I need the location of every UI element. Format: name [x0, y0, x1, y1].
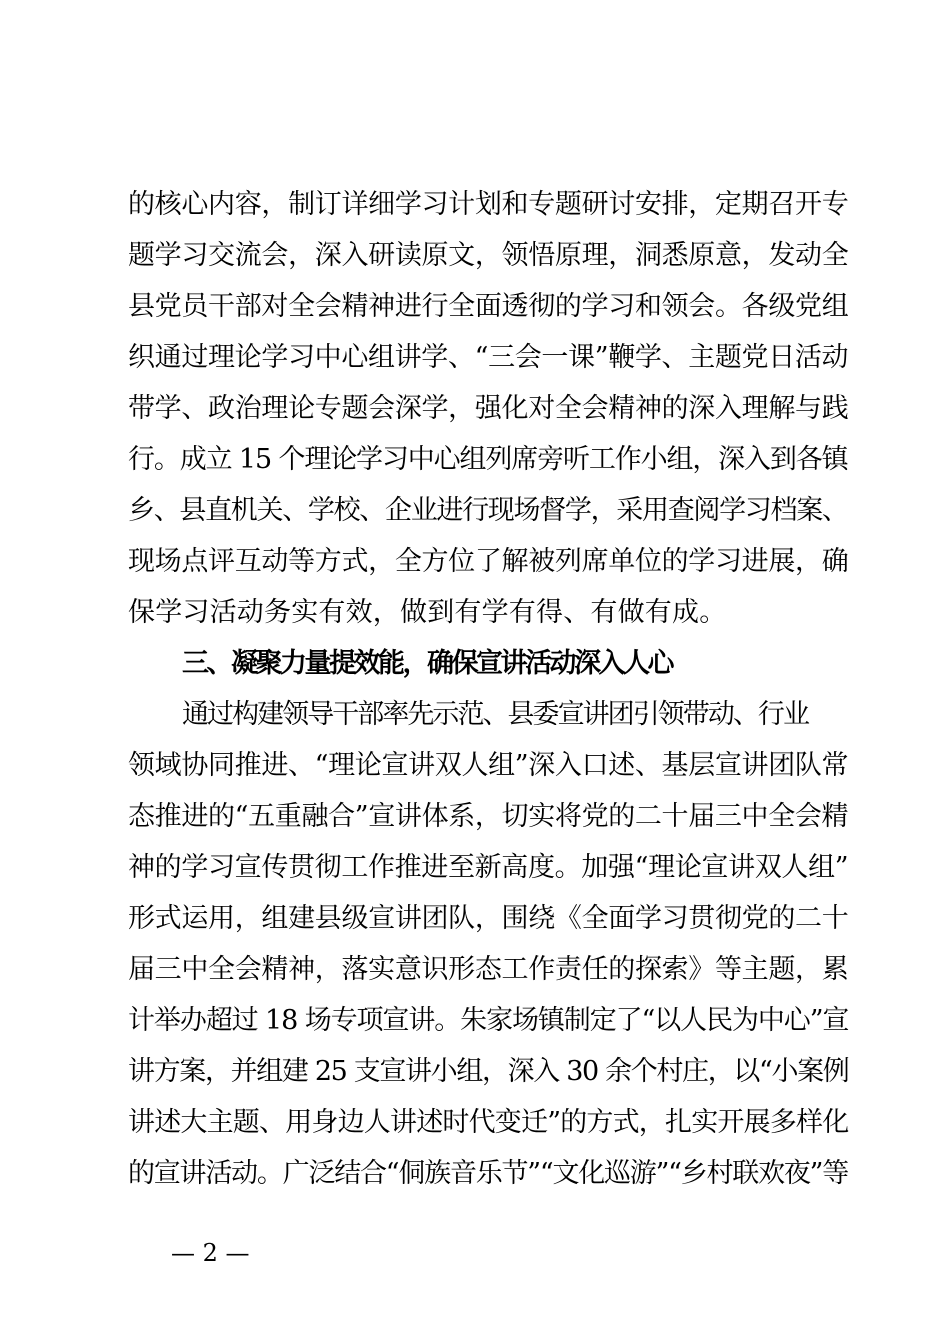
paragraph-2-line-4: 神的学习宣传贯彻工作推进至新高度。加强“理论宣讲双人组” — [128, 852, 849, 883]
paragraph-1-line-2: 题学习交流会，深入研读原文，领悟原理，洞悉原意，发动全 — [128, 240, 849, 271]
section-3-heading: 三、凝聚力量提效能，确保宣讲活动深入人心 — [182, 648, 672, 679]
paragraph-2-line-3: 态推进的“五重融合”宣讲体系，切实将党的二十届三中全会精 — [128, 801, 849, 832]
paragraph-1-line-1: 的核心内容，制订详细学习计划和专题研讨安排，定期召开专 — [128, 189, 849, 220]
paragraph-1-line-7: 乡、县直机关、学校、企业进行现场督学，采用查阅学习档案、 — [128, 495, 848, 526]
paragraph-1-line-9: 保学习活动务实有效，做到有学有得、有做有成。 — [128, 597, 727, 628]
paragraph-1-line-3: 县党员干部对全会精神进行全面透彻的学习和领会。各级党组 — [128, 291, 849, 322]
paragraph-1-line-6: 行。成立 15 个理论学习中心组列席旁听工作小组，深入到各镇 — [128, 444, 848, 475]
paragraph-2-line-2: 领域协同推进、“理论宣讲双人组”深入口述、基层宣讲团队常 — [128, 750, 849, 781]
paragraph-2-line-10: 的宣讲活动。广泛结合“侗族音乐节”“文化巡游”“乡村联欢夜”等 — [128, 1158, 849, 1189]
paragraph-2-line-9: 讲述大主题、用身边人讲述时代变迁”的方式，扎实开展多样化 — [128, 1107, 849, 1138]
paragraph-2-line-6: 届三中全会精神，落实意识形态工作责任的探索》等主题，累 — [128, 954, 849, 985]
paragraph-1-line-4: 织通过理论学习中心组讲学、“三会一课”鞭学、主题党日活动 — [128, 342, 849, 373]
paragraph-1-line-5: 带学、政治理论专题会深学，强化对全会精神的深入理解与践 — [128, 393, 849, 424]
paragraph-2-line-8: 讲方案，并组建 25 支宣讲小组，深入 30 余个村庄，以“小案例 — [128, 1056, 849, 1087]
paragraph-2-line-1: 通过构建领导干部率先示范、县委宣讲团引领带动、行业 — [182, 699, 808, 730]
paragraph-1-line-8: 现场点评互动等方式，全方位了解被列席单位的学习进展，确 — [128, 546, 849, 577]
paragraph-2-line-7: 计举办超过 18 场专项宣讲。朱家场镇制定了“以人民为中心”宣 — [128, 1005, 849, 1036]
page-number: — 2 — — [171, 1239, 250, 1267]
paragraph-2-line-5: 形式运用，组建县级宣讲团队，围绕《全面学习贯彻党的二十 — [128, 903, 849, 934]
